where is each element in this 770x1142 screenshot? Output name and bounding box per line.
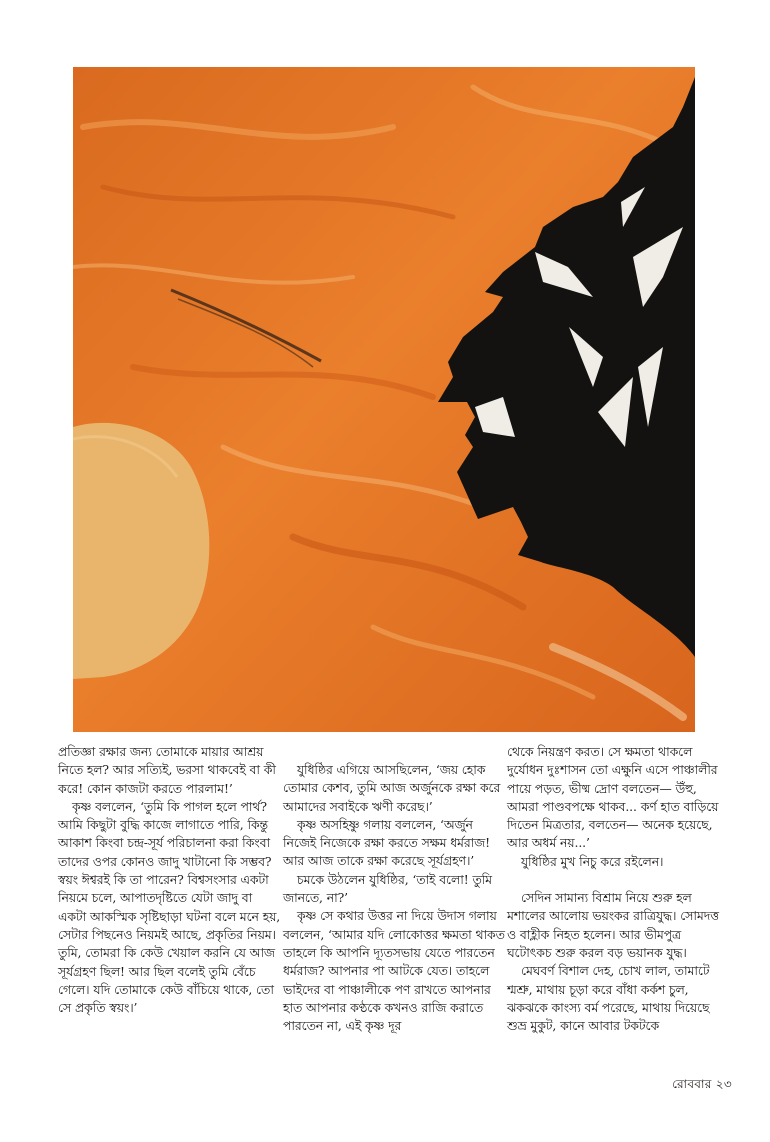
paragraph: সেদিন সামান্য বিশ্রাম নিয়ে শুরু হল মশালের আলোয় ভয়ংকর রাত্রিযুদ্ধ। সোমদত্ত ও বাহ্লীক নিহত হলেন। আর ভীমপুত্র ঘটোৎকচ শুরু করল বড় ভয়ানক যুদ্ধ। <box>507 890 719 960</box>
page-folio: রোববার ২৩ <box>672 1077 732 1091</box>
text-column-left <box>58 743 284 1017</box>
paragraph: থেকে নিয়ন্ত্রণ করত। সে ক্ষমতা থাকলে দুর্যোধন দুঃশাসন তো এক্ষুনি এসে পাঞ্চালীর পায়ে পড়ত, ভীষ্ম দ্রোণ বলতেন— উঁহু, আমরা পাণ্ডবপক্ষে থাকব... কর্ণ হাত বাড়িয়ে দিতেন মিত্রতার, বলতেন— অনেক হয়েছে, আর অধর্ম নয়...’ <box>507 744 719 851</box>
paragraph: যুধিষ্ঠির এগিয়ে আসছিলেন, ‘জয় হোক তোমার কেশব, তুমি আজ অর্জুনকে রক্ষা করে আমাদের সবাইকে ঋণী করেছ।’ <box>283 762 501 814</box>
paragraph: কৃষ্ণ অসহিষ্ণু গলায় বললেন, ‘অর্জুন নিজেই নিজেকে রক্ষা করতে সক্ষম ধর্মরাজ! আর আজ তাকে রক্ষা করেছে সূর্যগ্রহণ।’ <box>283 816 491 869</box>
section-break <box>507 871 729 889</box>
paragraph: চমকে উঠলেন যুধিষ্ঠির, ‘তাই বলো! তুমি জানতে, না?’ <box>283 871 492 906</box>
paragraph: যুধিষ্ঠির মুখ নিচু করে রইলেন। <box>521 853 664 869</box>
paragraph: কৃষ্ণ বললেন, ‘তুমি কি পাগল হলে পার্থ? আমি কিছুটা বুদ্ধি কাজে লাগাতে পারি, কিন্তু আকাশ কিংবা চন্দ্র-সূর্য পরিচালনা করা কিংবা তাদের ওপর কোনও জাদু খাটানো কি সম্ভব? স্বয়ং ঈশ্বরই কি তা পারেন? বিশ্বসংসার একটা নিয়মে চলে, আপাতদৃষ্টিতে যেটা জাদু বা একটা আকস্মিক সৃষ্টিছাড়া ঘটনা বলে মনে হয়, সেটার পিছনেও নিয়মই আছে, প্রকৃতির নিয়ম। তুমি, তোমরা কি কেউ খেয়াল করনি যে আজ সূর্যগ্রহণ ছিল! আর ছিল বলেই তুমি বেঁচে গেলে। যদি তোমাকে কেউ বাঁচিয়ে থাকে, তো সে প্রকৃতি স্বয়ং।’ <box>58 798 281 1016</box>
papercut-illustration <box>73 67 695 732</box>
text-column-middle <box>283 761 507 1035</box>
paragraph: প্রতিজ্ঞা রক্ষার জন্য তোমাকে মায়ার আশ্রয় নিতে হল? আর সত্যিই, ভরসা থাকবেই বা কী করে! কোন কাজটা করতে পারলাম!’ <box>58 744 276 796</box>
text-column-right <box>507 743 729 1035</box>
paragraph: মেঘবর্ণ বিশাল দেহ, চোখ লাল, তামাটে শ্মশ্রু, মাথায় চূড়া করে বাঁধা কর্কশ চুল, ঝকঝকে কাংস্য বর্ম পরেছে, মাথায় দিয়েছে শুভ্র মুকুট, কানে আবার টকটকে <box>507 963 710 1034</box>
paragraph: কৃষ্ণ সে কথার উত্তর না দিয়ে উদাস গলায় বললেন, ‘আমার যদি লোকোত্তর ক্ষমতা থাকত তাহলে কি আপনি দ্যূতসভায় যেতে পারতেন ধর্মরাজ? আপনার পা আটকে যেত। তাহলে ভাইদের বা পাঞ্চালীকে পণ রাখতে আপনার হাত আপনার কণ্ঠকে কখনও রাজি করাতে পারতেন না, এই কৃষ্ণ দূর <box>283 908 505 1034</box>
